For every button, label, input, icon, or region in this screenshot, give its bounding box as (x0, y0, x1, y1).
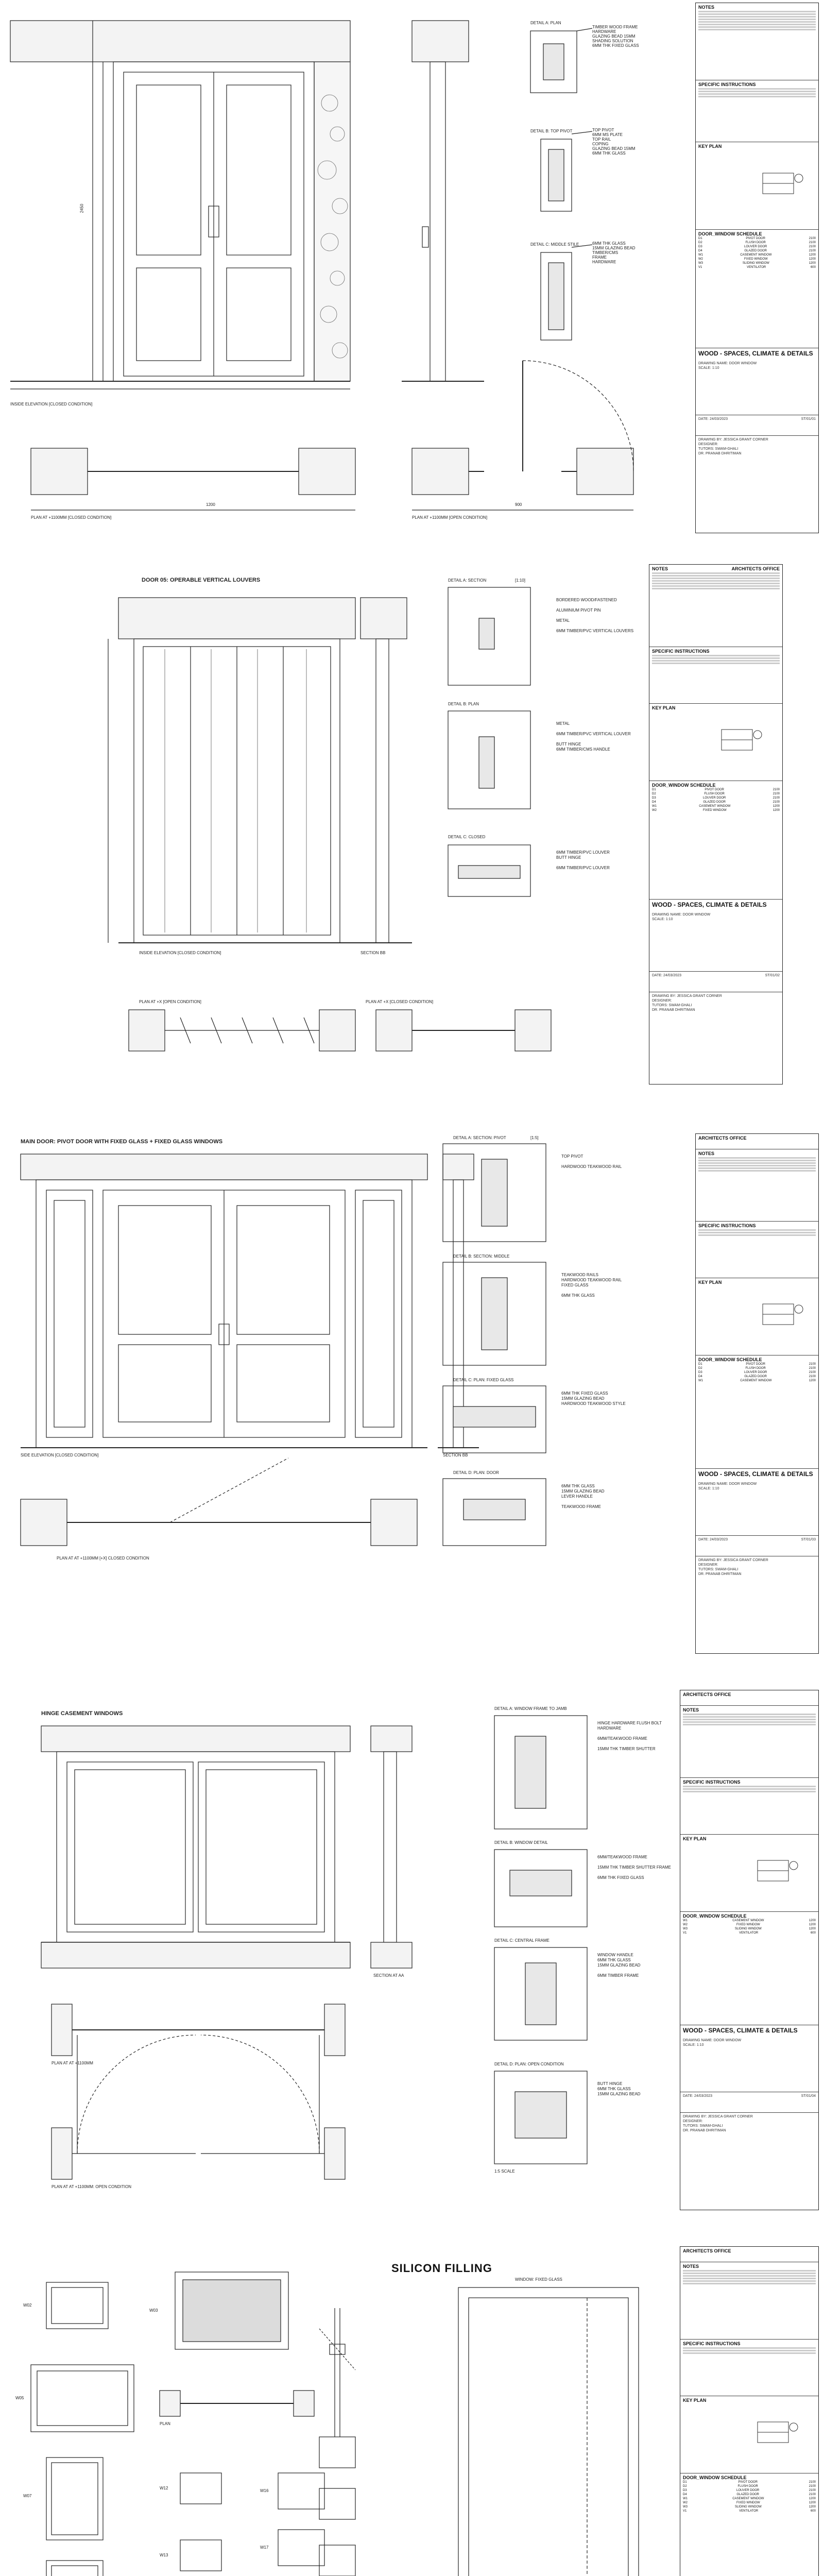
detail-d-label: DETAIL D: PLAN: OPEN CONDITION (494, 2062, 564, 2066)
date-section: DATE: 24/03/2023 ST/01/02 (649, 972, 782, 992)
address-section: DRAWING BY: JESSICA GRANT CORNER DESIGNER: TUTORS: SWAM-GHALI DR. PRANAB DHRITIMAN (698, 1558, 768, 1576)
detail-c-label: DETAIL C: CLOSED (448, 835, 486, 839)
detail-a-notes: TIMBER WOOD FRAME HARDWARE GLAZING BEAD 15MM SHADING SOLUTION 6MM THK FIXED GLASS (592, 25, 639, 48)
detail-a-notes: BORDERED WOOD/FASTENED ALUMINIUM PIVOT PIN METAL 6MM TIMBER/PVC VERTICAL LOUVERS (556, 598, 634, 633)
key-plan-section: KEY PLAN (696, 1278, 818, 1355)
sheet-5-caption: SILICON FILLING (391, 2262, 492, 2275)
dimension-open: 900 (515, 502, 522, 507)
date-section: DATE: 24/03/2023 ST/01/04 (680, 2092, 818, 2113)
plan-small-label: PLAN (160, 2421, 170, 2426)
detail-a-label: DETAIL A: WINDOW FRAME TO JAMB (494, 1706, 567, 1711)
notes-section: NOTES (696, 1149, 818, 1222)
detail-a-label: DETAIL A: PLAN (530, 21, 561, 25)
plan-closed-label: PLAN AT +1100MM [CLOSED CONDITION] (31, 515, 112, 520)
elevation-label: SIDE ELEVATION [CLOSED CONDITION] (21, 1453, 99, 1458)
detail-c-label: DETAIL C: CENTRAL FRAME (494, 1938, 550, 1943)
detail-d-notes: BUTT HINGE 6MM THK GLASS 15MM GLAZING BEAD (597, 2081, 641, 2096)
section-label: SECTION BB (360, 951, 386, 955)
plan-closed-label: PLAN AT +X [CLOSED CONDITION] (366, 999, 434, 1004)
window-fixed-label: WINDOW: FIXED GLASS (515, 2277, 562, 2282)
detail-b-notes: TEAKWOOD RAILS HARDWOOD TEAKWOOD RAIL FIXED GLASS 6MM THK GLASS (561, 1273, 622, 1298)
detail-d-notes: 6MM THK GLASS 15MM GLAZING BEAD LEVER HANDLE TEAKWOOD FRAME (561, 1484, 605, 1509)
detail-scale: [1:5] (530, 1136, 539, 1140)
title-block-5 (680, 2246, 819, 2576)
drawing-title-section: WOOD - SPACES, CLIMATE & DETAILS DRAWING NAME: DOOR WINDOW SCALE: 1:10 (696, 1469, 818, 1536)
plan-open-label: PLAN AT AT +1100MM: OPEN CONDITION (52, 2184, 132, 2189)
schedule-section: DOOR_WINDOW SCHEDULE D1 PIVOT DOOR 2100 D2 FLUSH DOOR 2100 D3 LOUVER DOOR 2100 D4 GLAZED DOOR 2100 W1 CASEMENT WINDOW 1200 W2 FIXED WINDOW 1200 (649, 781, 782, 900)
key-plan-icon (716, 719, 768, 760)
drawing-title: WOOD - SPACES, CLIMATE & DETAILS (698, 350, 813, 357)
dimension-width: 1200 (206, 502, 215, 507)
drawing-sheet-2 (0, 556, 824, 1092)
window-tag: W17 (260, 2545, 269, 2550)
window-tag: W07 (23, 2494, 32, 2498)
detail-a-scale: [1:10] (515, 578, 526, 583)
spec-section: SPECIFIC INSTRUCTIONS (696, 1222, 818, 1278)
schedule-section: DOOR_WINDOW SCHEDULE D1 PIVOT DOOR 2100 D2 FLUSH DOOR 2100 D3 LOUVER DOOR 2100 D4 GLAZED DOOR 2100 W1 CASEMENT WINDOW 1200 W2 FIXED WINDOW 1200 W3 SLIDING WINDOW 1200 V1 VENTILATOR 600 (696, 230, 818, 348)
drawing-title-section: WOOD - SPACES, CLIMATE & DETAILS DRAWING NAME: DOOR WINDOW SCALE: 1:10 (680, 2025, 818, 2092)
window-tag: W02 (23, 2303, 32, 2308)
title-block-4 (680, 1690, 819, 2210)
detail-b-notes: TOP PIVOT 6MM MS PLATE TOP RAIL COPING GLAZING BEAD 15MM 6MM THK GLASS (592, 128, 636, 156)
notes-section: NOTES ARCHITECTS OFFICE (649, 565, 782, 647)
spec-section: SPECIFIC INSTRUCTIONS (680, 2340, 818, 2396)
detail-a-notes: HINGE HARDWARE FLUSH BOLT HARDWARE 6MM/TEAKWOOD FRAME 15MM THK TIMBER SHUTTER (597, 1721, 662, 1751)
detail-b-label: DETAIL B: SECTION: MIDDLE (453, 1254, 510, 1259)
title-block-3 (695, 1133, 819, 1654)
detail-a-notes: TOP PIVOT HARDWOOD TEAKWOOD RAIL (561, 1154, 622, 1169)
drawing-sheet-5 (0, 2241, 824, 2576)
schedule-section: DOOR_WINDOW SCHEDULE D1 PIVOT DOOR 2100 D2 FLUSH DOOR 2100 D3 LOUVER DOOR 2100 D4 GLAZED DOOR 2100 W1 CASEMENT WINDOW 1200 (696, 1355, 818, 1469)
spec-section: SPECIFIC INSTRUCTIONS (649, 647, 782, 704)
address-section: DRAWING BY: JESSICA GRANT CORNER DESIGNER: TUTORS: SWAM-GHALI DR. PRANAB DHRITIMAN (698, 438, 768, 455)
elevation-label: INSIDE ELEVATION [CLOSED CONDITION] (10, 402, 93, 406)
key-plan-section: KEY PLAN (680, 1835, 818, 1912)
detail-b-notes: 6MM/TEAKWOOD FRAME 15MM THK TIMBER SHUTTER FRAME 6MM THK FIXED GLASS (597, 1855, 671, 1880)
key-plan-section: KEY PLAN (680, 2396, 818, 2473)
window-tag: W05 (15, 2396, 24, 2400)
plan-open-label: PLAN AT +X [OPEN CONDITION] (139, 999, 201, 1004)
notes-section: NOTES (680, 1706, 818, 1778)
date-section: DATE: 24/03/2023 ST/01/01 (696, 415, 818, 436)
window-tag: W16 (260, 2488, 269, 2493)
plan-closed-label: PLAN AT AT +1100MM (52, 2061, 93, 2065)
plan-open-label: PLAN AT +1100MM [OPEN CONDITION] (412, 515, 488, 520)
sheet-3-caption: MAIN DOOR: PIVOT DOOR WITH FIXED GLASS + FIXED GLASS WINDOWS (21, 1139, 223, 1145)
window-tag: W12 (160, 2486, 168, 2490)
title-block-1 (695, 3, 819, 533)
detail-a-label: DETAIL A: SECTION (448, 578, 487, 583)
firm-header: ARCHITECTS OFFICE (696, 1134, 818, 1149)
title-block-2 (649, 564, 783, 1084)
window-tag: W13 (160, 2553, 168, 2557)
drawing-title-section: WOOD - SPACES, CLIMATE & DETAILS DRAWING NAME: DOOR WINDOW SCALE: 1:10 (649, 900, 782, 972)
detail-b-label: DETAIL B: TOP PIVOT (530, 129, 573, 133)
key-plan-section: KEY PLAN (649, 704, 782, 781)
key-plan-icon (758, 163, 809, 204)
firm-header: ARCHITECTS OFFICE (680, 2247, 818, 2262)
drawing-sheet-3 (0, 1128, 824, 1664)
detail-a-label: DETAIL A: SECTION: PIVOT (453, 1136, 506, 1140)
detail-b-label: DETAIL B: WINDOW DETAIL (494, 1840, 548, 1845)
key-plan-icon (752, 2412, 804, 2453)
spec-section: SPECIFIC INSTRUCTIONS (696, 80, 818, 142)
key-plan-icon (752, 1850, 804, 1891)
spec-section: SPECIFIC INSTRUCTIONS (680, 1778, 818, 1835)
sheet-2-caption: DOOR 05: OPERABLE VERTICAL LOUVERS (142, 577, 261, 583)
date-section: DATE: 24/03/2023 ST/01/03 (696, 1536, 818, 1556)
detail-c-notes: 6MM THK GLASS 15MM GLAZING BEAD TIMBER/CMS FRAME HARDWARE (592, 241, 636, 264)
drawing-title-section: WOOD - SPACES, CLIMATE & DETAILS DRAWING NAME: DOOR WINDOW SCALE: 1:10 (696, 348, 818, 415)
firm-header: ARCHITECTS OFFICE (680, 1690, 818, 1706)
key-plan-section: KEY PLAN (696, 142, 818, 230)
section-label: SECTION AT AA (373, 1973, 404, 1978)
detail-c-label: DETAIL C: PLAN: FIXED GLASS (453, 1378, 514, 1382)
window-tag: W03 (149, 2308, 158, 2313)
detail-c-notes: WINDOW HANDLE 6MM THK GLASS 15MM GLAZING BEAD 6MM TIMBER FRAME (597, 1953, 641, 1978)
drawing-sheet-1 (0, 0, 824, 536)
detail-d-label: DETAIL D: PLAN: DOOR (453, 1470, 499, 1475)
address-section: DRAWING BY: JESSICA GRANT CORNER DESIGNER: TUTORS: SWAM-GHALI DR. PRANAB DHRITIMAN (683, 2115, 753, 2132)
scale-note: 1:5 SCALE (494, 2169, 515, 2174)
notes-section: NOTES (696, 3, 818, 80)
plan-label: PLAN AT AT +1100MM [+X] CLOSED CONDITION (57, 1556, 149, 1561)
elevation-label: INSIDE ELEVATION [CLOSED CONDITION] (139, 951, 221, 955)
drawing-sheet-4 (0, 1685, 824, 2221)
detail-b-notes: METAL 6MM TIMBER/PVC VERTICAL LOUVER BUTT HINGE 6MM TIMBER/CMS HANDLE (556, 721, 631, 752)
schedule-section: DOOR_WINDOW SCHEDULE W1 CASEMENT WINDOW 1200 W2 FIXED WINDOW 1200 W3 SLIDING WINDOW 1200 V1 VENTILATOR 600 (680, 1912, 818, 2025)
detail-c-notes: 6MM THK FIXED GLASS 15MM GLAZING BEAD HARDWOOD TEAKWOOD STYLE (561, 1391, 626, 1406)
section-label: SECTION BB (443, 1453, 468, 1458)
detail-c-notes: 6MM TIMBER/PVC LOUVER BUTT HINGE 6MM TIMBER/PVC LOUVER (556, 850, 610, 870)
notes-section: NOTES (680, 2262, 818, 2340)
detail-b-label: DETAIL B: PLAN (448, 702, 479, 706)
detail-c-label: DETAIL C: MIDDLE STILE (530, 242, 579, 247)
sheet-4-caption: HINGE CASEMENT WINDOWS (41, 1710, 123, 1717)
address-section: DRAWING BY: JESSICA GRANT CORNER DESIGNER: TUTORS: SWAM-GHALI DR. PRANAB DHRITIMAN (652, 994, 722, 1012)
schedule-section: DOOR_WINDOW SCHEDULE D1 PIVOT DOOR 2100 D2 FLUSH DOOR 2100 D3 LOUVER DOOR 2100 D4 GLAZED DOOR 2100 W1 CASEMENT WINDOW 1200 W2 FIXED WINDOW 1200 W3 SLIDING WINDOW 1200 V1 VENTILATOR 600 (680, 2473, 818, 2576)
dimension-height: 2450 (79, 204, 84, 213)
key-plan-icon (758, 1294, 809, 1335)
